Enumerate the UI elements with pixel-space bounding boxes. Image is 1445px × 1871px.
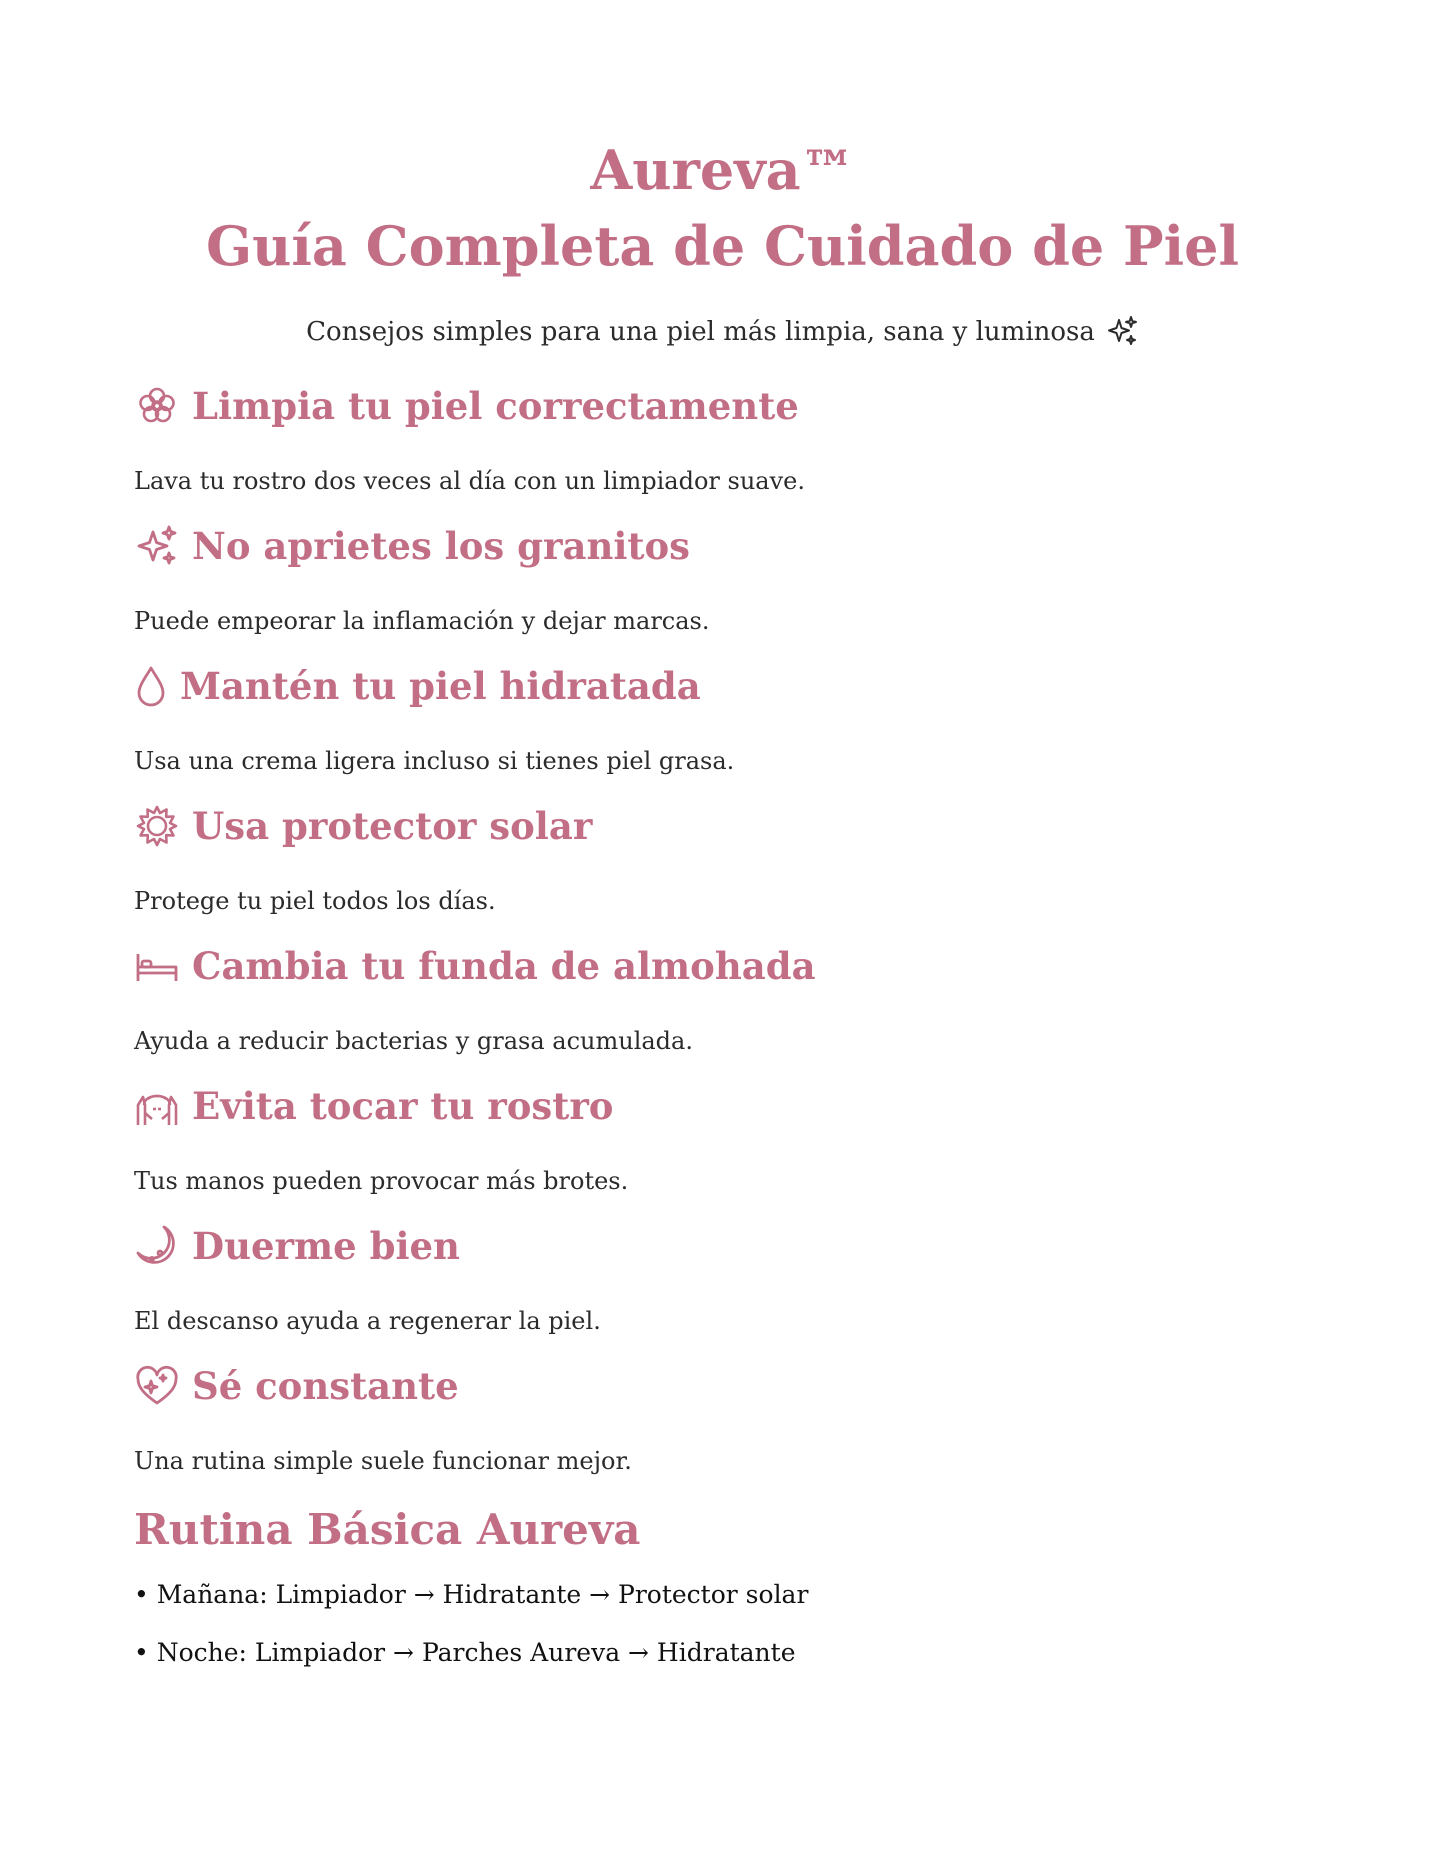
tip-title: Limpia tu piel correctamente	[192, 384, 799, 428]
tip-title: Usa protector solar	[192, 804, 593, 848]
tip-section-sunscreen	[134, 798, 1314, 915]
tip-title: Sé constante	[192, 1364, 459, 1408]
tip-text: Tus manos pueden provocar más brotes.	[134, 1167, 629, 1195]
tip-title: Evita tocar tu rostro	[192, 1084, 614, 1128]
moon-icon	[134, 1223, 180, 1269]
tip-title: Duerme bien	[192, 1224, 460, 1268]
routine-item-night: • Noche: Limpiador → Parches Aureva → Hidratante	[134, 1638, 796, 1667]
sparkles-icon	[134, 523, 180, 569]
tip-text: Ayuda a reducir bacterias y grasa acumulada.	[134, 1027, 693, 1055]
tip-section-sleep	[134, 1218, 1314, 1335]
subtitle-line	[0, 312, 1445, 352]
brand-title: Aureva™	[590, 138, 855, 202]
heart-sparkle-icon	[134, 1363, 180, 1409]
tip-text: Una rutina simple suele funcionar mejor.	[134, 1447, 632, 1475]
tip-section-pimples	[134, 518, 1314, 635]
tip-section-hydrate	[134, 658, 1314, 775]
tip-section-consistency	[134, 1358, 1314, 1475]
bed-icon	[134, 943, 180, 989]
droplet-icon	[134, 663, 168, 709]
routine-title: Rutina Básica Aureva	[134, 1505, 641, 1554]
subtitle-text: Consejos simples para una piel más limpia, sana y luminosa	[306, 317, 1095, 347]
tip-text: El descanso ayuda a regenerar la piel.	[134, 1307, 601, 1335]
tip-title: Mantén tu piel hidratada	[180, 664, 701, 708]
tip-text: Lava tu rostro dos veces al día con un limpiador suave.	[134, 467, 805, 495]
sun-icon	[134, 803, 180, 849]
page-title: Guía Completa de Cuidado de Piel	[205, 214, 1240, 278]
tip-text: Puede empeorar la inflamación y dejar marcas.	[134, 607, 710, 635]
face-hands-icon	[134, 1083, 180, 1129]
tip-section-touch-face	[134, 1078, 1314, 1195]
routine-item-morning: • Mañana: Limpiador → Hidratante → Protector solar	[134, 1580, 809, 1609]
sparkles-icon	[1105, 314, 1139, 348]
tip-title: Cambia tu funda de almohada	[192, 944, 816, 988]
tip-text: Usa una crema ligera incluso si tienes piel grasa.	[134, 747, 735, 775]
tip-text: Protege tu piel todos los días.	[134, 887, 496, 915]
tip-section-cleanse	[134, 378, 1314, 495]
flower-icon	[134, 383, 180, 429]
tip-section-pillowcase	[134, 938, 1314, 1055]
tip-title: No aprietes los granitos	[192, 524, 691, 568]
